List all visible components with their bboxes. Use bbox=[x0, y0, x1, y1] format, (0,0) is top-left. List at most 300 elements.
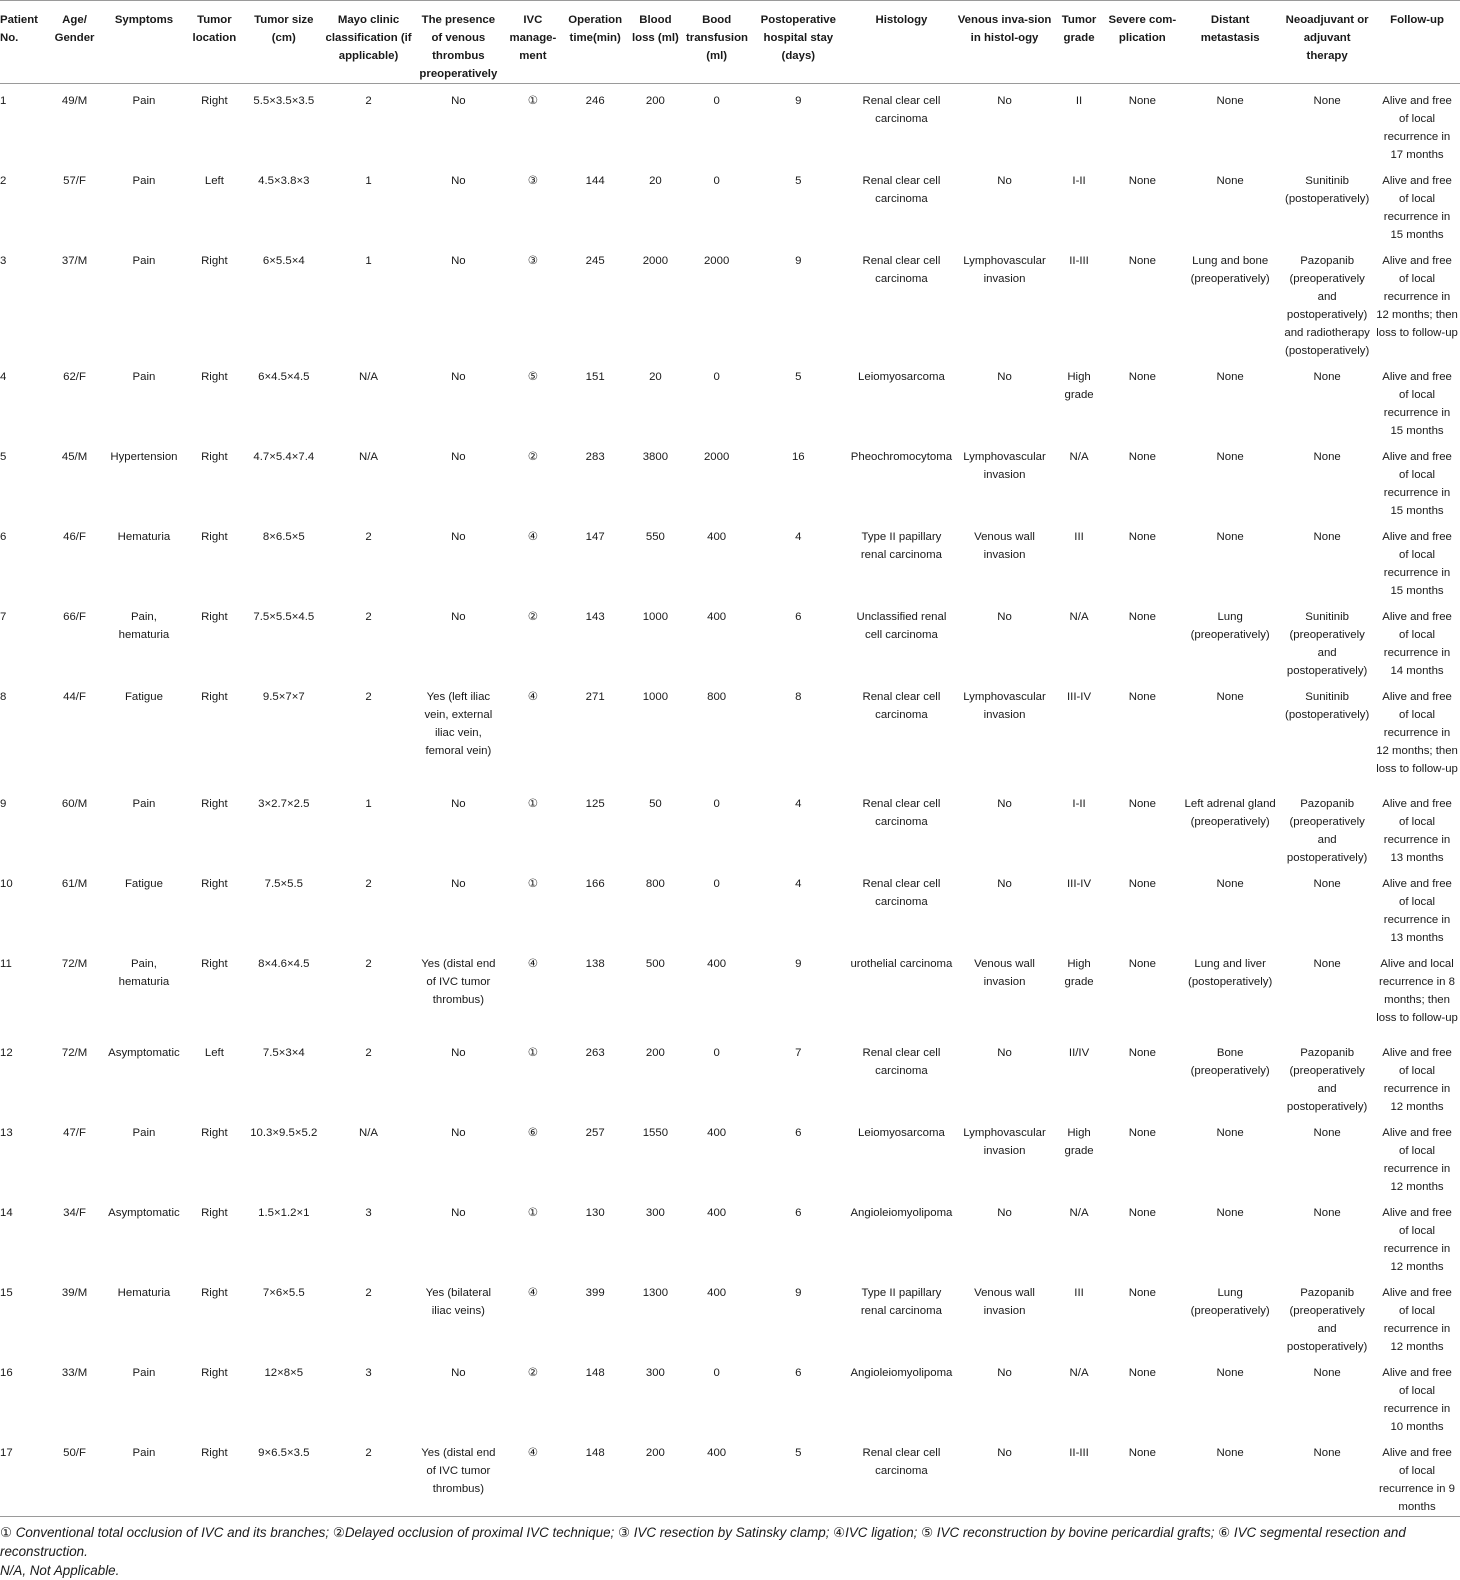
table-cell: None bbox=[1313, 1207, 1341, 1219]
table-row bbox=[0, 947, 1460, 1036]
table-cell: 17 bbox=[0, 1436, 45, 1517]
table-cell: Venous wall invasion bbox=[974, 958, 1035, 988]
table-cell: ④ bbox=[527, 691, 538, 703]
table-cell: Right bbox=[201, 531, 228, 543]
table-cell: 5 bbox=[795, 371, 802, 383]
table-cell: 245 bbox=[585, 255, 605, 267]
table-cell: 246 bbox=[585, 95, 605, 107]
table-cell: None bbox=[1216, 531, 1244, 543]
table-cell: Alive and free of local recurrence in 15 months bbox=[1382, 451, 1452, 517]
table-cell: ⑤ bbox=[527, 371, 538, 383]
table-cell: 148 bbox=[585, 1367, 605, 1379]
table-cell: Asymptomatic bbox=[108, 1047, 180, 1059]
table-cell: 4 bbox=[0, 371, 7, 383]
table-cell: Pazopanib (preoperatively and postoperatively) bbox=[1286, 1047, 1368, 1113]
table-cell: 257 bbox=[585, 1127, 605, 1139]
table-cell: No bbox=[451, 1207, 466, 1219]
table-cell: 0 bbox=[713, 175, 720, 187]
table-cell: Alive and free of local recurrence in 14 months bbox=[1382, 611, 1452, 677]
table-cell: No bbox=[956, 1436, 1054, 1517]
table-cell: Hematuria bbox=[117, 531, 171, 543]
table-cell: Renal clear cell carcinoma bbox=[862, 1047, 941, 1077]
table-cell: 1000 bbox=[642, 611, 669, 623]
table-cell: 2 bbox=[365, 531, 372, 543]
table-cell: None bbox=[1128, 1367, 1156, 1379]
column-header: Symptoms bbox=[104, 1, 184, 84]
table-cell: Angioleiomyolipoma bbox=[850, 1207, 953, 1219]
table-cell: None bbox=[1313, 531, 1341, 543]
table-cell: I-II bbox=[1072, 798, 1086, 810]
table-cell: N/A bbox=[1069, 451, 1089, 463]
table-cell: 1550 bbox=[642, 1127, 669, 1139]
table-cell: Alive and free of local recurrence in 12 months bbox=[1382, 1047, 1452, 1113]
footnote-na: N/A, Not Applicable. bbox=[0, 1563, 120, 1578]
table-cell: ① bbox=[527, 798, 538, 810]
table-cell: None bbox=[1313, 1127, 1341, 1139]
table-cell: 1 bbox=[365, 255, 372, 267]
table-cell: Right bbox=[201, 611, 228, 623]
table-cell: Type II papillary renal carcinoma bbox=[860, 1287, 942, 1317]
table-row bbox=[0, 787, 1460, 867]
table-cell: 1 bbox=[365, 798, 372, 810]
column-header: Neoadjuvant or adjuvant therapy bbox=[1280, 1, 1374, 84]
table-cell: Alive and free of local recurrence in 12 months; then loss to follow-up bbox=[1376, 691, 1458, 775]
table-cell: ① bbox=[527, 1207, 538, 1219]
table-cell: No bbox=[997, 95, 1012, 107]
table-cell: 61/M bbox=[61, 878, 88, 890]
table-cell: Renal clear cell carcinoma bbox=[862, 95, 941, 125]
table-cell: 7 bbox=[795, 1047, 802, 1059]
table-cell: N/A bbox=[1069, 1367, 1089, 1379]
table-cell: 400 bbox=[707, 958, 727, 970]
table-cell: Right bbox=[201, 1367, 228, 1379]
table-cell: Right bbox=[184, 1436, 245, 1517]
table-cell: None bbox=[1280, 1436, 1374, 1517]
table-cell: 2000 bbox=[703, 451, 730, 463]
table-cell: ① bbox=[527, 878, 538, 890]
table-cell: Right bbox=[201, 451, 228, 463]
table-cell: Alive and free of local recurrence in 17 months bbox=[1382, 95, 1452, 161]
table-cell: Pain bbox=[132, 798, 156, 810]
table-cell: Lymphovascular invasion bbox=[963, 691, 1046, 721]
table-cell: Alive and free of local recurrence in 15 months bbox=[1382, 531, 1452, 597]
table-header bbox=[0, 1, 1460, 84]
table-cell: 15 bbox=[0, 1287, 13, 1299]
table-cell: 0 bbox=[713, 1047, 720, 1059]
table-cell: 200 bbox=[627, 1436, 684, 1517]
table-cell: None bbox=[1216, 95, 1244, 107]
table-cell: 263 bbox=[585, 1047, 605, 1059]
table-cell: 16 bbox=[791, 451, 805, 463]
table-cell: Alive and free of local recurrence in 15 months bbox=[1382, 175, 1452, 241]
table-cell: High grade bbox=[1064, 371, 1094, 401]
table-cell: 300 bbox=[645, 1367, 665, 1379]
table-cell: Hypertension bbox=[110, 451, 178, 463]
column-header: The presence of venous thrombus preoperatively bbox=[414, 1, 502, 84]
table-cell: 9×6.5×3.5 bbox=[245, 1436, 323, 1517]
table-cell: None bbox=[1216, 1127, 1244, 1139]
table-cell: 6 bbox=[795, 611, 802, 623]
column-header: Tumor grade bbox=[1054, 1, 1105, 84]
table-cell: 8 bbox=[0, 691, 7, 703]
table-cell: Lung and liver (postoperatively) bbox=[1188, 958, 1273, 988]
table-cell: 50 bbox=[649, 798, 662, 810]
table-cell: Asymptomatic bbox=[108, 1207, 180, 1219]
table-cell: 3 bbox=[365, 1207, 372, 1219]
table-cell: 271 bbox=[585, 691, 605, 703]
table-cell: N/A bbox=[359, 1127, 379, 1139]
column-header: Severe com-plication bbox=[1105, 1, 1181, 84]
table-cell: Alive and free of local recurrence in 13 months bbox=[1382, 798, 1452, 864]
table-cell: No bbox=[451, 95, 466, 107]
table-cell: ② bbox=[527, 451, 538, 463]
table-cell: 16 bbox=[0, 1367, 13, 1379]
table-row bbox=[0, 244, 1460, 360]
table-cell: 14 bbox=[0, 1207, 13, 1219]
table-cell: 148 bbox=[564, 1436, 627, 1517]
table-cell: None bbox=[1128, 531, 1156, 543]
table-cell: 62/F bbox=[63, 371, 86, 383]
table-cell: Alive and free of local recurrence in 15 months bbox=[1382, 371, 1452, 437]
table-cell: 12 bbox=[0, 1047, 13, 1059]
table-cell: 5.5×3.5×3.5 bbox=[253, 95, 315, 107]
table-cell: 7×6×5.5 bbox=[262, 1287, 305, 1299]
table-cell: Left bbox=[204, 175, 224, 187]
footnote-legend: ① Conventional total occlusion of IVC and its branches; ②Delayed occlusion of proximal IVC technique; ③ IVC resection by Satinsky clamp; ④IVC ligation; ⑤ IVC reconstruction by bovine pericardial grafts; ⑥ IVC segmental resection and reconstruction. bbox=[0, 1525, 1406, 1559]
table-row bbox=[0, 360, 1460, 440]
table-cell: None bbox=[1313, 371, 1341, 383]
table-cell: 200 bbox=[645, 1047, 665, 1059]
table-cell: 2 bbox=[365, 95, 372, 107]
table-cell: None bbox=[1128, 175, 1156, 187]
table-cell: None bbox=[1128, 798, 1156, 810]
table-cell: 138 bbox=[585, 958, 605, 970]
table-cell: Renal clear cell carcinoma bbox=[862, 878, 941, 908]
table-cell: None bbox=[1128, 1127, 1156, 1139]
table-cell: 1000 bbox=[642, 691, 669, 703]
table-cell: Bone (preoperatively) bbox=[1190, 1047, 1270, 1077]
table-cell: ② bbox=[527, 611, 538, 623]
table-cell: 399 bbox=[585, 1287, 605, 1299]
table-cell: None bbox=[1313, 451, 1341, 463]
table-cell: 130 bbox=[585, 1207, 605, 1219]
table-cell: 9 bbox=[795, 958, 802, 970]
table-cell: 6 bbox=[795, 1367, 802, 1379]
table-cell: Lymphovascular invasion bbox=[963, 451, 1046, 481]
column-header: IVC manage-ment bbox=[502, 1, 563, 84]
table-cell: ⑥ bbox=[527, 1127, 538, 1139]
table-cell: No bbox=[451, 175, 466, 187]
table-cell: None bbox=[1313, 1367, 1341, 1379]
table-cell: None bbox=[1216, 691, 1244, 703]
table-cell: Alive and free of local recurrence in 9 months bbox=[1374, 1436, 1460, 1517]
table-cell: 34/F bbox=[63, 1207, 86, 1219]
table-cell: 0 bbox=[713, 1367, 720, 1379]
table-cell: I-II bbox=[1072, 175, 1086, 187]
table-cell: No bbox=[997, 878, 1012, 890]
table-cell: Lung and bone (preoperatively) bbox=[1190, 255, 1270, 285]
table-cell: 9 bbox=[795, 1287, 802, 1299]
table-cell: None bbox=[1128, 255, 1156, 267]
table-cell: Sunitinib (postoperatively) bbox=[1285, 175, 1370, 205]
table-cell: 143 bbox=[585, 611, 605, 623]
table-cell: Left adrenal gland (preoperatively) bbox=[1184, 798, 1276, 828]
table-cell: Right bbox=[201, 371, 228, 383]
table-cell: Renal clear cell carcinoma bbox=[862, 798, 941, 828]
table-cell: None bbox=[1128, 1047, 1156, 1059]
table-cell: ① bbox=[527, 1047, 538, 1059]
table-cell: 9 bbox=[795, 255, 802, 267]
table-cell: N/A bbox=[359, 371, 379, 383]
table-cell: 33/M bbox=[61, 1367, 88, 1379]
table-cell: 72/M bbox=[61, 958, 88, 970]
table-cell: urothelial carcinoma bbox=[850, 958, 953, 970]
table-cell: 800 bbox=[645, 878, 665, 890]
table-cell: Venous wall invasion bbox=[974, 1287, 1035, 1317]
table-cell: 45/M bbox=[61, 451, 88, 463]
table-cell: None bbox=[1128, 371, 1156, 383]
table-cell: Leiomyosarcoma bbox=[858, 1127, 945, 1139]
table-cell: III-IV bbox=[1067, 878, 1092, 890]
table-cell: Alive and free of local recurrence in 13 months bbox=[1382, 878, 1452, 944]
table-cell: 60/M bbox=[61, 798, 88, 810]
table-cell: 3 bbox=[0, 255, 7, 267]
table-cell: N/A bbox=[359, 451, 379, 463]
table-cell: 9.5×7×7 bbox=[262, 691, 305, 703]
table-cell: Renal clear cell carcinoma bbox=[847, 1436, 955, 1517]
table-cell: 283 bbox=[585, 451, 605, 463]
table-cell: 7.5×5.5×4.5 bbox=[253, 611, 315, 623]
table-cell: None bbox=[1128, 878, 1156, 890]
table-cell: II-III bbox=[1054, 1436, 1105, 1517]
table-row bbox=[0, 1436, 1460, 1517]
table-cell: 0 bbox=[713, 798, 720, 810]
table-cell: 2000 bbox=[642, 255, 669, 267]
column-header: Bood transfusion (ml) bbox=[684, 1, 749, 84]
table-cell: 5 bbox=[749, 1436, 847, 1517]
table-cell: 4 bbox=[795, 878, 802, 890]
table-cell: 72/M bbox=[61, 1047, 88, 1059]
table-cell: None bbox=[1216, 451, 1244, 463]
table-cell: Right bbox=[201, 1287, 228, 1299]
table-cell: ④ bbox=[527, 531, 538, 543]
table-cell: Pazopanib (preoperatively and postoperatively) bbox=[1286, 1287, 1368, 1353]
column-header: Operation time(min) bbox=[564, 1, 627, 84]
table-cell: 8×6.5×5 bbox=[262, 531, 305, 543]
table-cell: 1.5×1.2×1 bbox=[258, 1207, 310, 1219]
table-cell: 300 bbox=[645, 1207, 665, 1219]
column-header: Blood loss (ml) bbox=[627, 1, 684, 84]
table-cell: Renal clear cell carcinoma bbox=[862, 255, 941, 285]
table-cell: 800 bbox=[707, 691, 727, 703]
table-cell: 13 bbox=[0, 1127, 13, 1139]
table-cell: None bbox=[1216, 878, 1244, 890]
table-cell: Hematuria bbox=[117, 1287, 171, 1299]
table-cell: Unclassified renal cell carcinoma bbox=[856, 611, 947, 641]
table-row bbox=[0, 600, 1460, 680]
table-cell: No bbox=[451, 1367, 466, 1379]
table-cell: 500 bbox=[645, 958, 665, 970]
table-cell: 49/M bbox=[61, 95, 88, 107]
table-cell: None bbox=[1128, 95, 1156, 107]
table-cell: 44/F bbox=[63, 691, 86, 703]
table-cell: 144 bbox=[585, 175, 605, 187]
table-cell: 2 bbox=[0, 175, 7, 187]
table-cell: No bbox=[451, 255, 466, 267]
table-cell: Pain bbox=[132, 1367, 156, 1379]
table-cell: 2 bbox=[365, 611, 372, 623]
table-cell: 7.5×3×4 bbox=[262, 1047, 305, 1059]
table-cell: ① bbox=[527, 95, 538, 107]
table-cell: 550 bbox=[645, 531, 665, 543]
table-cell: 66/F bbox=[63, 611, 86, 623]
table-row bbox=[0, 84, 1460, 165]
table-cell: None bbox=[1128, 958, 1156, 970]
table-cell: No bbox=[997, 611, 1012, 623]
table-cell: 400 bbox=[707, 611, 727, 623]
table-cell: 6 bbox=[795, 1127, 802, 1139]
table-cell: None bbox=[1128, 1207, 1156, 1219]
table-cell: 50/F bbox=[45, 1436, 104, 1517]
table-cell: Alive and free of local recurrence in 12 months bbox=[1382, 1127, 1452, 1193]
table-cell: N/A bbox=[1069, 1207, 1089, 1219]
table-cell: None bbox=[1128, 451, 1156, 463]
table-cell: 8×4.6×4.5 bbox=[258, 958, 310, 970]
table-cell: III-IV bbox=[1067, 691, 1092, 703]
table-cell: ② bbox=[527, 1367, 538, 1379]
table-cell: Pain, hematuria bbox=[118, 958, 170, 988]
table-cell: 0 bbox=[713, 371, 720, 383]
table-cell: Leiomyosarcoma bbox=[858, 371, 945, 383]
table-cell: Renal clear cell carcinoma bbox=[862, 691, 941, 721]
table-cell: Right bbox=[201, 691, 228, 703]
table-cell: Venous wall invasion bbox=[974, 531, 1035, 561]
table-cell: 151 bbox=[585, 371, 605, 383]
table-cell: 2 bbox=[365, 958, 372, 970]
table-cell: ③ bbox=[527, 255, 538, 267]
table-cell: Right bbox=[201, 798, 228, 810]
table-cell: 125 bbox=[585, 798, 605, 810]
table-cell: 47/F bbox=[63, 1127, 86, 1139]
table-cell: Sunitinib (postoperatively) bbox=[1285, 691, 1370, 721]
table-cell: 3800 bbox=[642, 451, 669, 463]
table-cell: 147 bbox=[585, 531, 605, 543]
table-row bbox=[0, 1196, 1460, 1276]
table-cell: Pain bbox=[132, 371, 156, 383]
table-row bbox=[0, 440, 1460, 520]
table-cell: 2 bbox=[365, 1047, 372, 1059]
table-cell: Yes (left iliac vein, external iliac vein, femoral vein) bbox=[424, 691, 493, 757]
table-cell: Alive and local recurrence in 8 months; then loss to follow-up bbox=[1376, 958, 1458, 1024]
table-cell: ③ bbox=[527, 175, 538, 187]
table-cell: Lung (preoperatively) bbox=[1190, 611, 1270, 641]
table-cell: Right bbox=[201, 958, 228, 970]
table-cell: None bbox=[1128, 1287, 1156, 1299]
table-cell: 12×8×5 bbox=[264, 1367, 304, 1379]
table-cell: Lymphovascular invasion bbox=[963, 255, 1046, 285]
table-cell: None bbox=[1216, 371, 1244, 383]
table-cell: No bbox=[451, 531, 466, 543]
table-cell: No bbox=[997, 798, 1012, 810]
table-cell: III bbox=[1074, 1287, 1084, 1299]
column-header: Tumor location bbox=[184, 1, 245, 84]
table-cell: 9 bbox=[0, 798, 7, 810]
table-cell: No bbox=[451, 1127, 466, 1139]
table-cell: Pain bbox=[132, 95, 156, 107]
table-cell: High grade bbox=[1064, 958, 1094, 988]
table-cell: Yes (bilateral iliac veins) bbox=[425, 1287, 492, 1317]
table-cell: None bbox=[1180, 1436, 1280, 1517]
table-cell: No bbox=[997, 1047, 1012, 1059]
table-cell: 37/M bbox=[61, 255, 88, 267]
table-cell: 400 bbox=[707, 1287, 727, 1299]
table-row bbox=[0, 867, 1460, 947]
table-cell: 0 bbox=[713, 95, 720, 107]
table-row bbox=[0, 1036, 1460, 1116]
table-cell: 8 bbox=[795, 691, 802, 703]
table-cell: No bbox=[997, 1207, 1012, 1219]
table-cell: 2 bbox=[365, 1287, 372, 1299]
table-cell: Pain bbox=[132, 255, 156, 267]
table-cell: High grade bbox=[1064, 1127, 1094, 1157]
table-cell: Pain bbox=[104, 1436, 184, 1517]
column-header: Follow-up bbox=[1374, 1, 1460, 84]
table-cell: ④ bbox=[527, 958, 538, 970]
table-cell: 4 bbox=[795, 798, 802, 810]
table-cell: Pain, hematuria bbox=[118, 611, 170, 641]
table-cell: 3×2.7×2.5 bbox=[258, 798, 310, 810]
table-cell: None bbox=[1313, 878, 1341, 890]
table-cell: 20 bbox=[649, 371, 662, 383]
table-cell: 3 bbox=[365, 1367, 372, 1379]
table-cell: No bbox=[451, 371, 466, 383]
table-cell: None bbox=[1216, 1207, 1244, 1219]
table-cell: Pain bbox=[132, 175, 156, 187]
table-cell: Yes (distal end of IVC tumor thrombus) bbox=[414, 1436, 502, 1517]
table-cell: 4.5×3.8×3 bbox=[258, 175, 310, 187]
table-cell: Pazopanib (preoperatively and postoperatively) and radiotherapy (postoperatively) bbox=[1284, 255, 1370, 357]
table-cell: Alive and free of local recurrence in 10 months bbox=[1382, 1367, 1452, 1433]
table-cell: None bbox=[1128, 691, 1156, 703]
table-cell: Type II papillary renal carcinoma bbox=[860, 531, 942, 561]
table-body bbox=[0, 84, 1460, 1517]
table-cell: None bbox=[1128, 611, 1156, 623]
table-cell: II/IV bbox=[1068, 1047, 1090, 1059]
column-header: Distant metastasis bbox=[1180, 1, 1280, 84]
column-header: Mayo clinic classification (if applicable) bbox=[323, 1, 415, 84]
table-cell: No bbox=[451, 1047, 466, 1059]
table-cell: Right bbox=[201, 255, 228, 267]
table-cell: 1 bbox=[0, 95, 7, 107]
table-cell: Pain bbox=[132, 1127, 156, 1139]
table-row bbox=[0, 1276, 1460, 1356]
column-header: Patient No. bbox=[0, 1, 45, 84]
table-cell: 10.3×9.5×5.2 bbox=[250, 1127, 318, 1139]
table-cell: 39/M bbox=[61, 1287, 88, 1299]
table-cell: Sunitinib (preoperatively and postoperatively) bbox=[1286, 611, 1368, 677]
table-cell: 5 bbox=[0, 451, 7, 463]
table-row bbox=[0, 520, 1460, 600]
table-cell: Lung (preoperatively) bbox=[1190, 1287, 1270, 1317]
table-cell: Angioleiomyolipoma bbox=[850, 1367, 953, 1379]
table-cell: No bbox=[451, 798, 466, 810]
table-cell: 200 bbox=[645, 95, 665, 107]
table-cell: 4.7×5.4×7.4 bbox=[253, 451, 315, 463]
table-cell: 6 bbox=[795, 1207, 802, 1219]
table-cell: 9 bbox=[795, 95, 802, 107]
table-cell: 46/F bbox=[63, 531, 86, 543]
table-cell: 7.5×5.5 bbox=[264, 878, 303, 890]
